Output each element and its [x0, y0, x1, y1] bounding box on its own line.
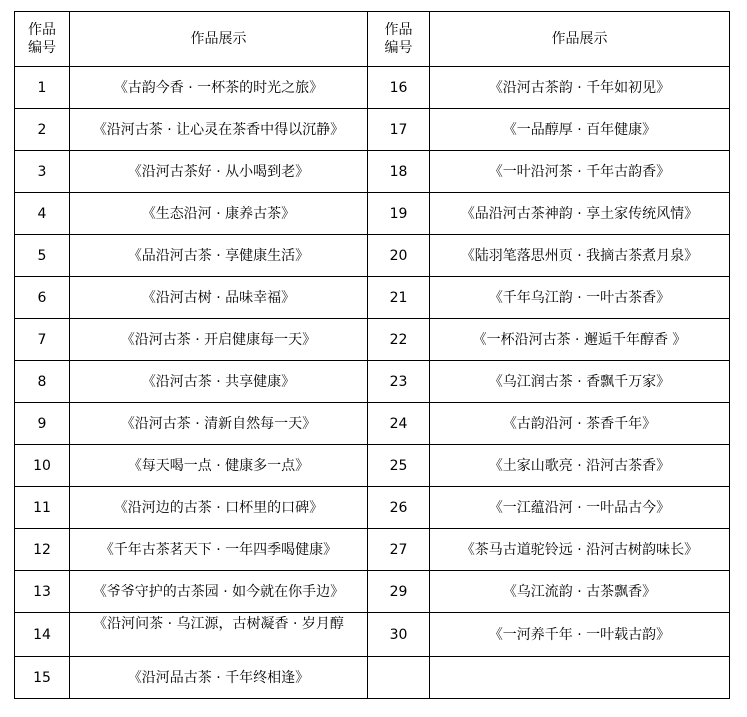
work-number: 25: [368, 445, 430, 487]
table-row: [15, 277, 730, 319]
table-row: [15, 193, 730, 235]
work-title: 《沿河古茶 · 开启健康每一天》: [70, 319, 368, 361]
work-number: 13: [15, 571, 70, 613]
work-title: 《茶马古道驼铃远 · 沿河古树韵味长》: [430, 529, 730, 571]
work-title: 《古韵沿河 · 茶香千年》: [430, 403, 730, 445]
work-title: 《沿河古茶 · 共享健康》: [70, 361, 368, 403]
work-title: 《沿河品古茶 · 千年终相逢》: [70, 657, 368, 699]
work-number: 19: [368, 193, 430, 235]
table-row: [15, 361, 730, 403]
work-number: 1: [15, 67, 70, 109]
work-title: 《一江蕴沿河 · 一叶品古今》: [430, 487, 730, 529]
table-row: [15, 529, 730, 571]
header-number-right: [368, 12, 430, 67]
work-number: 22: [368, 319, 430, 361]
work-number: [368, 657, 430, 699]
table-row: [15, 235, 730, 277]
work-number: 9: [15, 403, 70, 445]
work-title: 《千年古茶茗天下 · 一年四季喝健康》: [70, 529, 368, 571]
work-title: [430, 657, 730, 699]
header-title-left: 作品展示: [70, 12, 368, 67]
table-row: [15, 151, 730, 193]
work-number: 30: [368, 613, 430, 657]
header-title-right: 作品展示: [430, 12, 730, 67]
work-number: 4: [15, 193, 70, 235]
header-number-line2: 编号: [384, 40, 413, 56]
work-title: 《一杯沿河古茶 · 邂逅千年醇香 》: [430, 319, 730, 361]
table-row: [15, 613, 730, 657]
work-title: 《一叶沿河茶 · 千年古韵香》: [430, 151, 730, 193]
table-row: [15, 319, 730, 361]
work-title: 《古韵今香 · 一杯茶的时光之旅》: [70, 67, 368, 109]
table-row: [15, 109, 730, 151]
work-number: 6: [15, 277, 70, 319]
table-row: [15, 67, 730, 109]
work-title: 《生态沿河 · 康养古茶》: [70, 193, 368, 235]
work-number: 5: [15, 235, 70, 277]
work-number: 2: [15, 109, 70, 151]
work-number: 3: [15, 151, 70, 193]
header-number-line2: 编号: [28, 40, 56, 56]
work-title: 《沿河古茶 · 清新自然每一天》: [70, 403, 368, 445]
work-title: 《乌江流韵 · 古茶飘香》: [430, 571, 730, 613]
header-number-line1: 作品: [384, 22, 413, 38]
work-number: 8: [15, 361, 70, 403]
work-title: 《沿河古茶 · 让心灵在茶香中得以沉静》: [70, 109, 368, 151]
work-number: 18: [368, 151, 430, 193]
work-number: 11: [15, 487, 70, 529]
work-number: 23: [368, 361, 430, 403]
work-number: 20: [368, 235, 430, 277]
table-row: [15, 445, 730, 487]
work-number: 27: [368, 529, 430, 571]
work-title: 《土家山歌亮 · 沿河古茶香》: [430, 445, 730, 487]
work-number: 21: [368, 277, 430, 319]
work-title: 《一品醇厚 · 百年健康》: [430, 109, 730, 151]
work-title: 《每天喝一点 · 健康多一点》: [70, 445, 368, 487]
work-number: 26: [368, 487, 430, 529]
work-number: 24: [368, 403, 430, 445]
table-header-row: [15, 12, 730, 67]
works-table: [14, 11, 730, 699]
work-title: 《乌江润古茶 · 香飘千万家》: [430, 361, 730, 403]
work-title: 《品沿河古茶神韵 · 享土家传统风情》: [430, 193, 730, 235]
work-number: 16: [368, 67, 430, 109]
work-title: 《品沿河古茶 · 享健康生活》: [70, 235, 368, 277]
work-title: 《沿河问茶 · 乌江源，古树凝香 · 岁月醇: [70, 613, 368, 657]
table-row: [15, 571, 730, 613]
work-title: 《一河养千年 · 一叶载古韵》: [430, 613, 730, 657]
work-number: 10: [15, 445, 70, 487]
work-title: 《沿河古树 · 品味幸福》: [70, 277, 368, 319]
header-number-left: [15, 12, 70, 67]
work-number: 12: [15, 529, 70, 571]
header-number-line1: 作品: [28, 22, 56, 38]
work-number: 7: [15, 319, 70, 361]
table-row: [15, 487, 730, 529]
work-title: 《沿河古茶韵 · 千年如初见》: [430, 67, 730, 109]
work-title: 《千年乌江韵 · 一叶古茶香》: [430, 277, 730, 319]
work-title: 《沿河古茶好 · 从小喝到老》: [70, 151, 368, 193]
work-number: 17: [368, 109, 430, 151]
work-title: 《陆羽笔落思州页 · 我摘古茶煮月泉》: [430, 235, 730, 277]
work-title: 《爷爷守护的古茶园 · 如今就在你手边》: [70, 571, 368, 613]
work-number: 15: [15, 657, 70, 699]
work-number: 29: [368, 571, 430, 613]
work-title: 《沿河边的古茶 · 口杯里的口碑》: [70, 487, 368, 529]
table-row: [15, 657, 730, 699]
work-number: 14: [15, 613, 70, 657]
table-row: [15, 403, 730, 445]
